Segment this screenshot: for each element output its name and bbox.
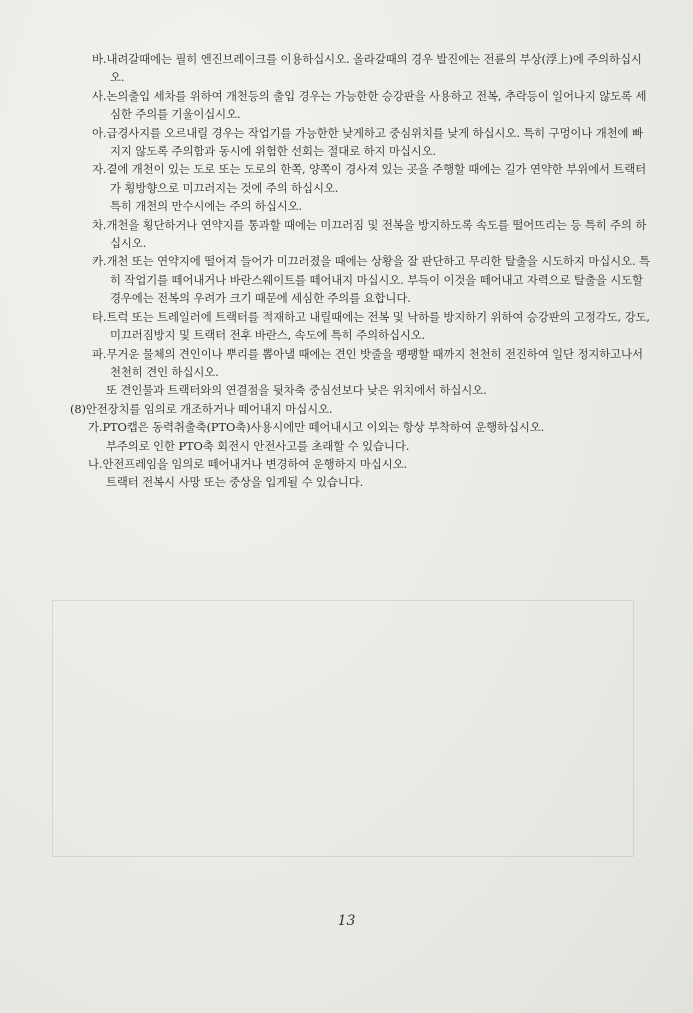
sub-item-note: 트랙터 전복시 사망 또는 중상을 입게될 수 있습니다.: [106, 475, 364, 490]
sub-item: 나.안전프레임을 임의로 떼어내거나 변경하여 운행하지 마십시오.: [88, 456, 408, 471]
section-heading: (8)안전장치를 임의로 개조하거나 떼어내지 마십시오.: [70, 401, 333, 416]
list-item: 파.무거운 물체의 견인이나 뿌리를 뽑아낼 때에는 견인 밧줄을 팽팽할 때까지 천천히 전진하여 일단 정지하고나서 천천히 견인 하십시오.: [92, 346, 643, 379]
list-item: 바.내려갈때에는 필히 엔진브레이크를 이용하십시오. 올라갈때의 경우 발진에는 전륜의 부상(浮上)에 주의하십시오.: [92, 52, 642, 85]
list-item: 사.논의출입 세차를 위하여 개천등의 출입 경우는 가능한한 승강판을 사용하고 전복, 추락등이 일어나지 않도록 세심한 주의를 기울이십시오.: [92, 88, 647, 122]
page-number: 13: [337, 913, 356, 929]
list-item: 차.개천을 횡단하거나 연약지를 통과할 때에는 미끄러짐 및 전복을 방지하도록 속도를 떨어뜨리는 등 특히 주의 하십시오.: [92, 217, 647, 251]
list-item: 자.곁에 개천이 있는 도로 또는 도로의 한쪽, 양쪽이 경사져 있는 곳을 주행할 때에는 길가 연약한 부위에서 트랙터가 횡방향으로 미끄러지는 것에 주의 하십시오.: [92, 162, 647, 195]
list-item-note: 특히 개천의 만수시에는 주의 하십시오.: [110, 199, 303, 214]
list-item-note: 또 견인물과 트랙터와의 연결점을 뒷차축 중심선보다 낮은 위치에서 하십시오.: [106, 383, 487, 398]
list-item: 아.급경사지를 오르내릴 경우는 작업기를 가능한한 낮게하고 중심위치를 낮게 하십시오. 특히 구멍이나 개천에 빠지지 않도록 주의함과 동시에 위험한 선회는 절대로 하지 마십시오.: [92, 125, 643, 159]
list-item: 타.트럭 또는 트레일러에 트랙터를 적재하고 내릴때에는 전복 및 낙하를 방지하기 위하여 승강판의 고정각도, 강도, 미끄러짐방지 및 트랙터 전후 바란스, 속도에 특히 주의하십시오.: [92, 309, 650, 343]
sub-item-note: 부주의로 인한 PTO축 회전시 안전사고를 초래할 수 있습니다.: [106, 438, 410, 453]
bleed-through-box: [52, 600, 634, 857]
sub-item: 가.PTO캡은 동력취출축(PTO축)사용시에만 떼어내시고 이외는 항상 부착하여 운행하십시오.: [88, 420, 545, 435]
manual-text: [70, 50, 650, 492]
list-item: 카.개천 또는 연약지에 떨어져 들어가 미끄러졌을 때에는 상황을 잘 판단하고 무리한 탈출을 시도하지 마십시오. 특히 작업기를 떼어내거나 바란스웨이트를 떼어내지 마십시오. 부득이 이것을 떼어내고 자력으로 탈출을 시도할 경우에는 전복의 우려가 크기 때문에 세심한 주의를 요합니다.: [92, 254, 650, 306]
